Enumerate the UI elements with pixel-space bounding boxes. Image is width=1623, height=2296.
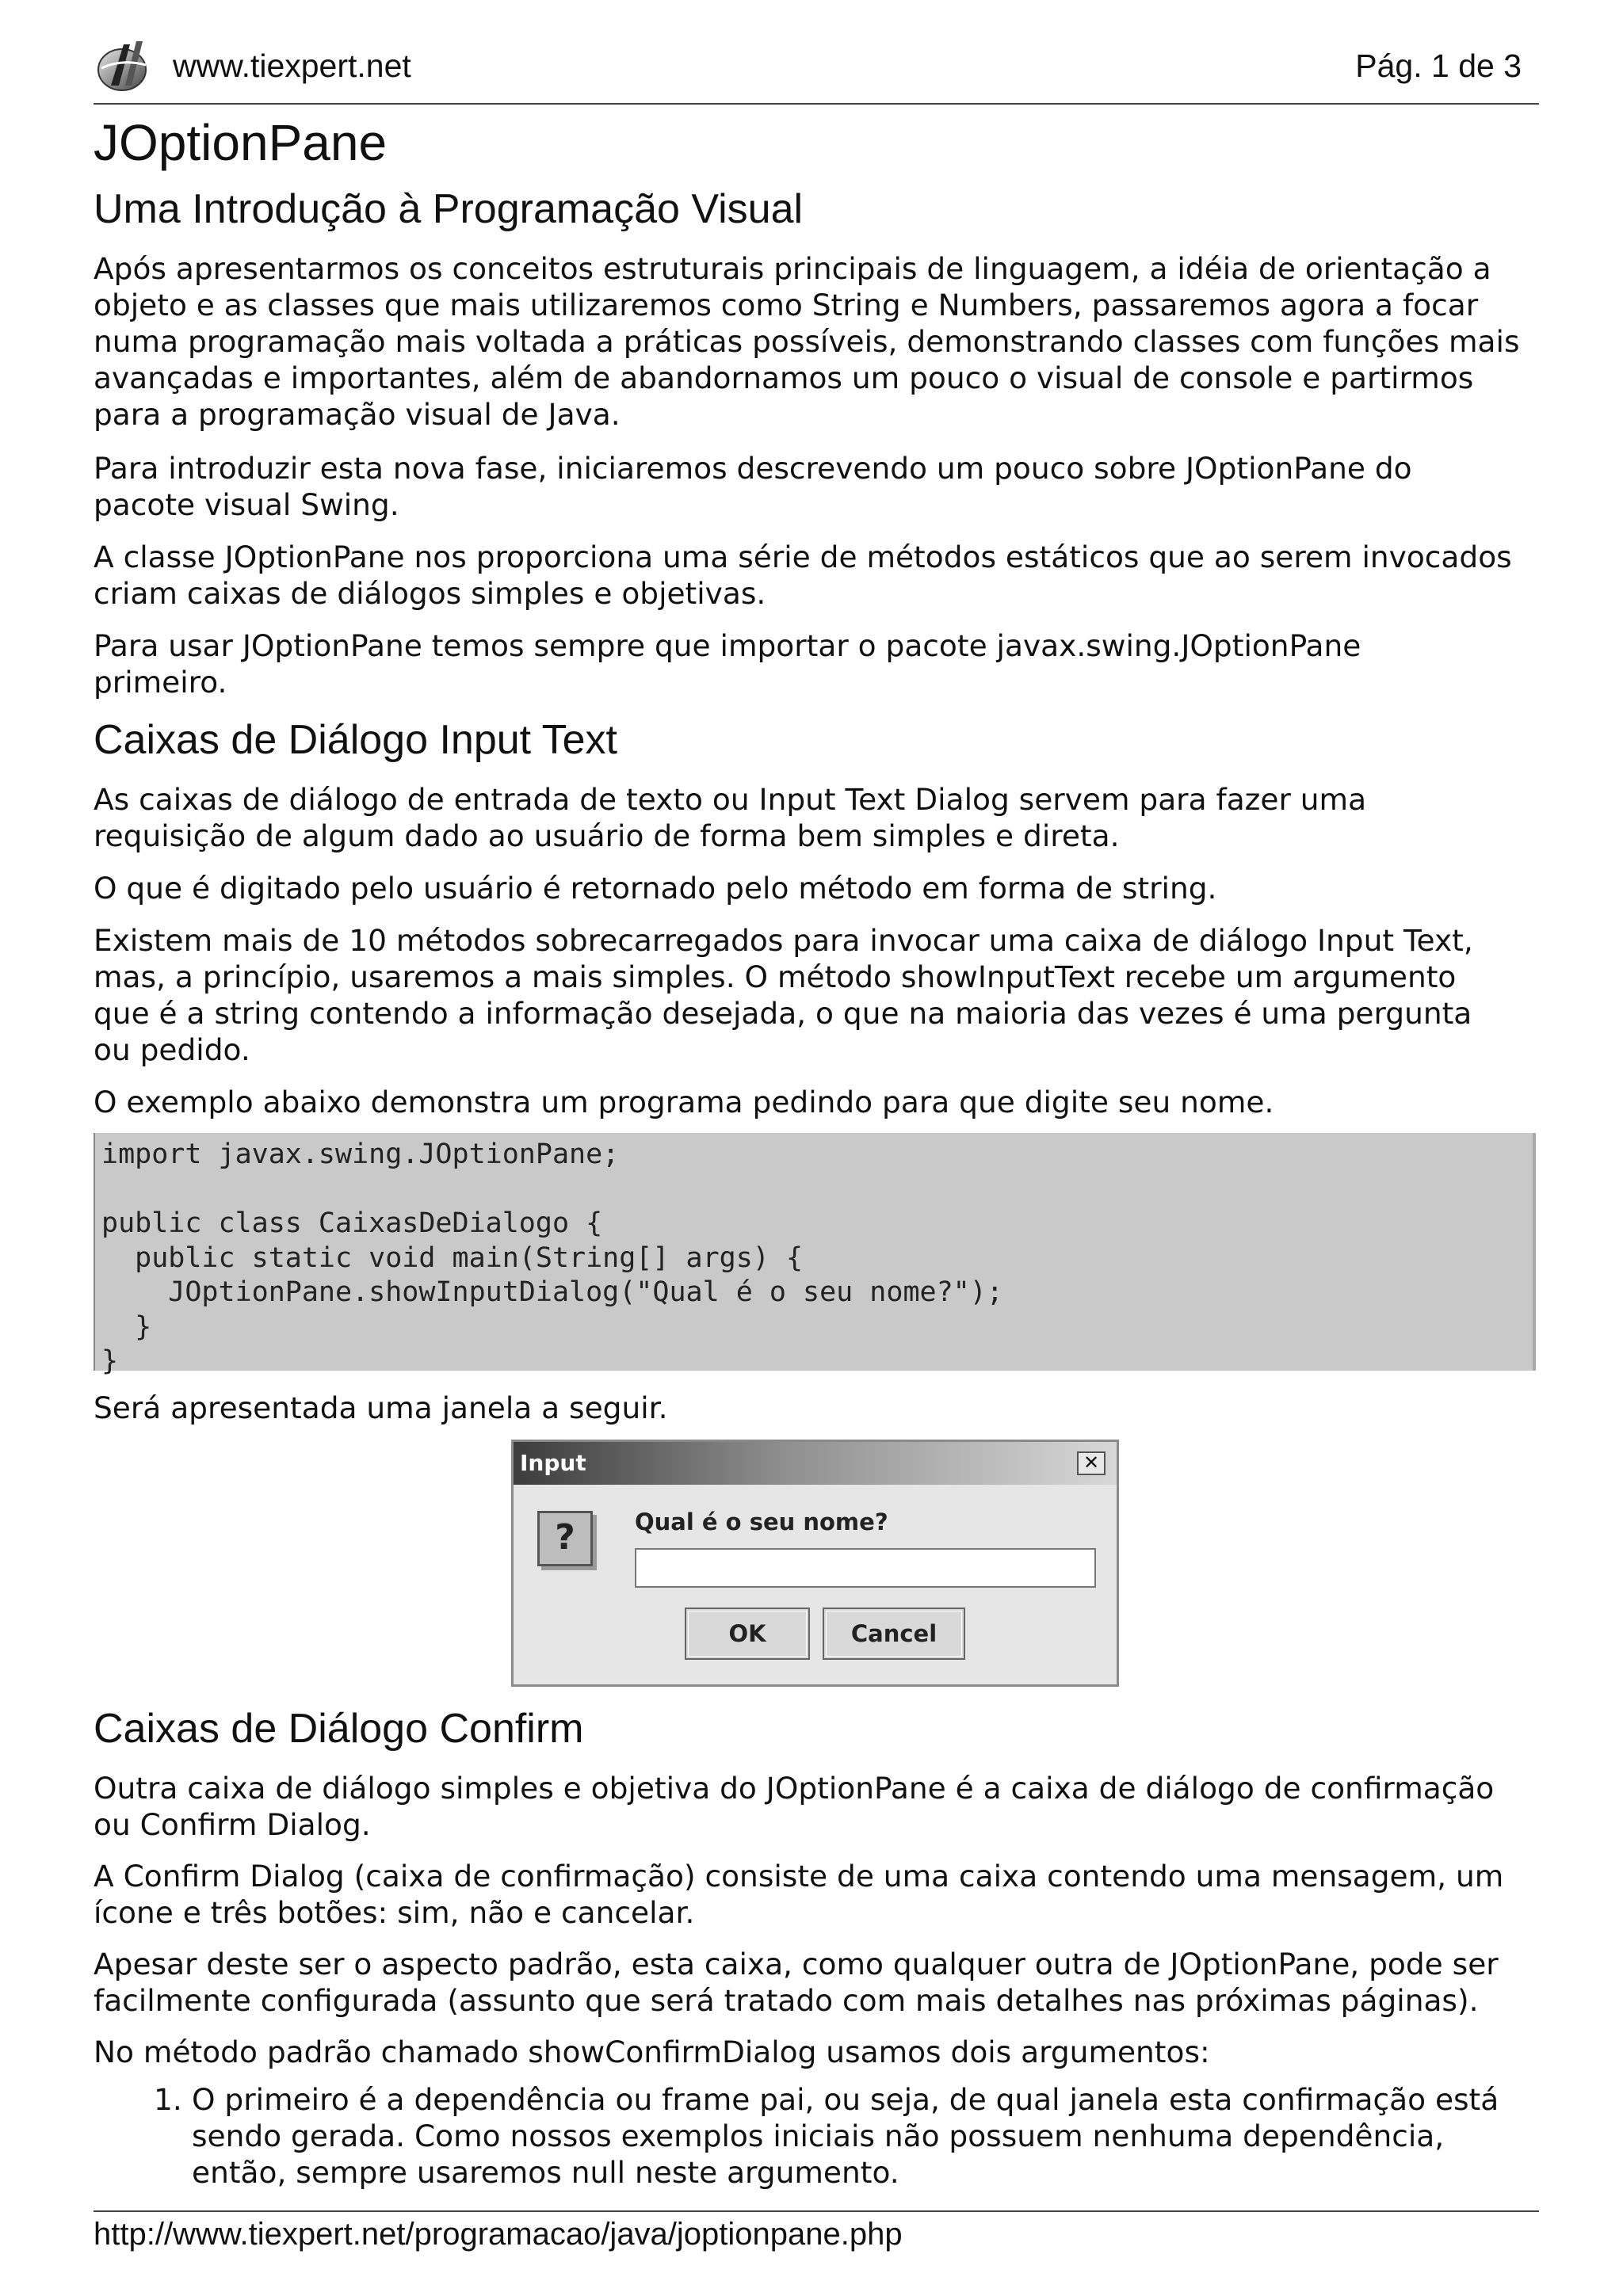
- dialog-message: Qual é o seu nome?: [635, 1508, 888, 1535]
- header-page-indicator: Pág. 1 de 3: [1355, 48, 1522, 84]
- dialog-title: Input: [520, 1450, 586, 1476]
- code-block: [94, 1133, 1536, 1377]
- cancel-button[interactable]: Cancel: [823, 1608, 965, 1660]
- input-paragraph-1: As caixas de diálogo de entrada de texto ou Input Text Dialog servem para fazer uma requisição de algum dado ao usuário de forma bem simples e direta.: [94, 782, 1367, 853]
- dialog-text-input[interactable]: [635, 1548, 1096, 1588]
- dialog-titlebar: [514, 1442, 1117, 1485]
- confirm-paragraph-1: Outra caixa de diálogo simples e objetiva do JOptionPane é a caixa de diálogo de confirmação ou Confirm Dialog.: [94, 1771, 1495, 1842]
- intro-paragraph-3: A classe JOptionPane nos proporciona uma série de métodos estáticos que ao serem invocados criam caixas de diálogos simples e objetivas.: [94, 540, 1512, 611]
- page-header: [94, 35, 1539, 105]
- intro-paragraph-4: Para usar JOptionPane temos sempre que importar o pacote javax.swing.JOptionPane primeiro.: [94, 628, 1361, 700]
- tiexpert-logo-icon: [95, 36, 151, 95]
- section-heading-input: Caixas de Diálogo Input Text: [94, 717, 617, 763]
- footer-url[interactable]: http://www.tiexpert.net/programacao/java/joptionpane.php: [94, 2217, 903, 2252]
- section-heading-intro: Uma Introdução à Programação Visual: [94, 186, 804, 232]
- list-item-number: 1.: [154, 2082, 182, 2117]
- document-title: JOptionPane: [94, 114, 388, 171]
- ok-button[interactable]: OK: [685, 1608, 810, 1660]
- argument-list: [94, 2081, 1539, 2191]
- header-site: www.tiexpert.net: [173, 48, 411, 84]
- confirm-paragraph-3: Apesar deste ser o aspecto padrão, esta caixa, como qualquer outra de JOptionPane, pode ser facilmente configurada (assunto que será tratado com mais detalhes nas próximas páginas).: [94, 1947, 1499, 2018]
- intro-paragraph-2: Para introduzir esta nova fase, iniciaremos descrevendo um pouco sobre JOptionPane do pacote visual Swing.: [94, 451, 1412, 522]
- input-paragraph-3: Existem mais de 10 métodos sobrecarregados para invocar uma caixa de diálogo Input Text, mas, a princípio, usaremos a mais simples. O método showInputText recebe um argumento que é a string contendo a informação desejada, o que na maioria das vezes é uma pergunta ou pedido.: [94, 923, 1473, 1067]
- page-footer: [94, 2210, 1539, 2252]
- intro-paragraph-1: Após apresentarmos os conceitos estruturais principais de linguagem, a idéia de orientação a objeto e as classes que mais utilizaremos como String e Numbers, passaremos agora a focar numa programação mais voltada a práticas possíveis, demonstrando classes com funções mais avançadas e importantes, além de abandornamos um pouco o visual de console e partirmos para a programação visual de Java.: [94, 251, 1520, 432]
- input-paragraph-5: Será apresentada uma janela a seguir.: [94, 1390, 668, 1425]
- confirm-paragraph-2: A Confirm Dialog (caixa de confirmação) consiste de uma caixa contendo uma mensagem, um ícone e três botões: sim, não e cancelar.: [94, 1859, 1504, 1930]
- code-text: import javax.swing.JOptionPane; public class CaixasDeDialogo { public static void main(String[] args) { JOptionPane.showInputDialog("Qual é o seu nome?"); } }: [101, 1138, 1003, 1377]
- question-icon: ?: [537, 1511, 593, 1566]
- input-paragraph-2: O que é digitado pelo usuário é retornado pelo método em forma de string.: [94, 871, 1217, 906]
- input-paragraph-4: O exemplo abaixo demonstra um programa pedindo para que digite seu nome.: [94, 1085, 1274, 1119]
- list-item: 1. O primeiro é a dependência ou frame pai, ou seja, de qual janela esta confirmação está sendo gerada. Como nossos exemplos iniciais não possuem nenhuma dependência, então, sempre usaremos null neste argumento.: [154, 2082, 1499, 2190]
- close-icon[interactable]: ✕: [1077, 1451, 1106, 1475]
- confirm-paragraph-4: No método padrão chamado showConfirmDialog usamos dois argumentos:: [94, 2035, 1210, 2069]
- input-dialog-screenshot: [511, 1440, 1119, 1687]
- section-heading-confirm: Caixas de Diálogo Confirm: [94, 1706, 584, 1752]
